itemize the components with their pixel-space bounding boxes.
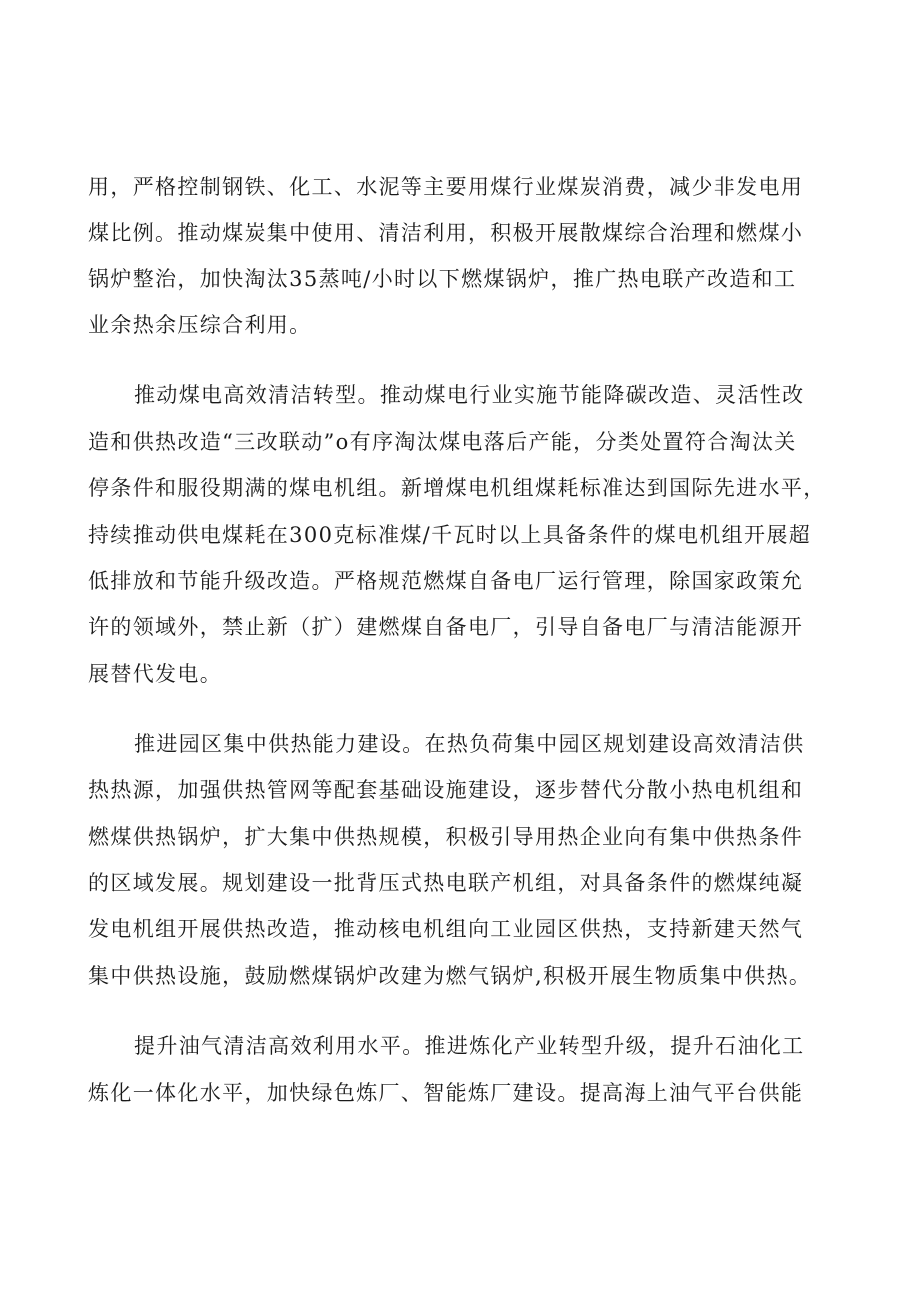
text-line: 展替代发电。 bbox=[88, 662, 223, 686]
text-line: 的区域发展。规划建设一批背压式热电联产机组，对具备条件的燃煤纯凝 bbox=[88, 871, 804, 895]
text-line: 煤比例。推动煤炭集中使用、清洁利用，积极开展散煤综合治理和燃煤小 bbox=[88, 221, 804, 245]
text-line: 发电机组开展供热改造，推动核电机组向工业园区供热，支持新建天然气 bbox=[88, 917, 804, 941]
paragraph-first-line: 推进园区集中供热能力建设。在热负荷集中园区规划建设高效清洁供 bbox=[134, 732, 805, 756]
text-line: 造和供热改造“三改联动”o有序淘汰煤电落后产能，分类处置符合淘汰关 bbox=[88, 430, 797, 454]
text-line: 锅炉整治，加快淘汰35蒸吨/小时以下燃煤锅炉，推广热电联产改造和工 bbox=[88, 267, 797, 291]
text-line: 燃煤供热锅炉，扩大集中供热规模，积极引导用热企业向有集中供热条件 bbox=[88, 825, 804, 849]
text-line: 热热源，加强供热管网等配套基础设施建设，逐步替代分散小热电机组和 bbox=[88, 778, 804, 802]
paragraph-first-line: 推动煤电高效清洁转型。推动煤电行业实施节能降碳改造、灵活性改 bbox=[134, 383, 805, 407]
text-line: 持续推动供电煤耗在300克标准煤/千瓦时以上具备条件的煤电机组开展超 bbox=[88, 523, 812, 547]
text-line: 许的领域外，禁止新（扩）建燃煤自备电厂，引导自备电厂与清洁能源开 bbox=[88, 615, 804, 639]
text-line: 低排放和节能升级改造。严格规范燃煤自备电厂运行管理，除国家政策允 bbox=[88, 569, 804, 593]
text-line: 停条件和服役期满的煤电机组。新增煤电机组煤耗标准达到国际先进水平， bbox=[88, 476, 826, 500]
text-line: 炼化一体化水平，加快绿色炼厂、智能炼厂建设。提高海上油气平台供能 bbox=[88, 1081, 804, 1105]
paragraph-first-line: 提升油气清洁高效利用水平。推进炼化产业转型升级，提升石油化工 bbox=[134, 1034, 805, 1058]
text-line: 业余热余压综合利用。 bbox=[88, 313, 312, 337]
text-line: 用，严格控制钢铁、化工、水泥等主要用煤行业煤炭消费，减少非发电用 bbox=[88, 175, 804, 199]
text-line: 集中供热设施，鼓励燃煤锅炉改建为燃气锅炉,积极开展生物质集中供热。 bbox=[88, 964, 812, 988]
